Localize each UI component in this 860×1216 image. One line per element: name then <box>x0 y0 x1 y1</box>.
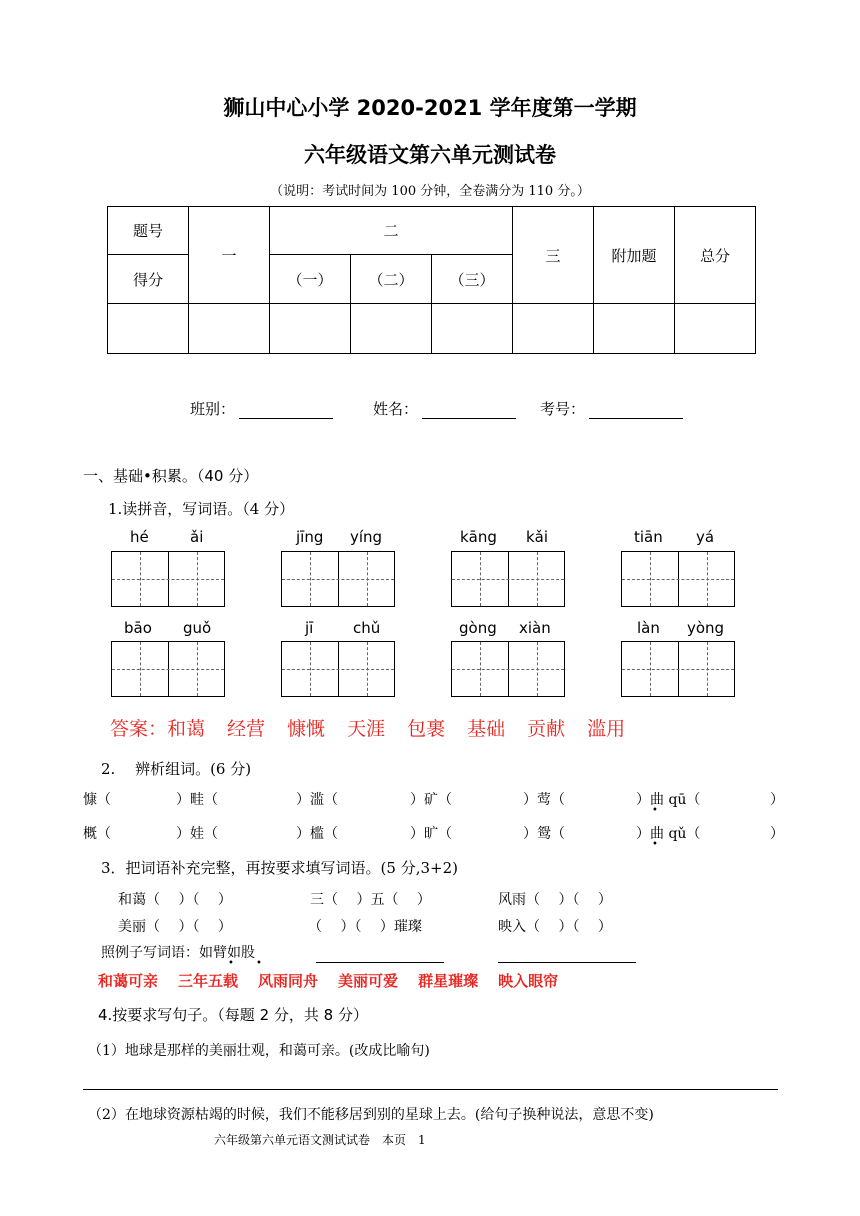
emphasis-dot-icon: • <box>256 958 262 969</box>
writing-grid[interactable] <box>621 551 735 607</box>
writing-grid[interactable] <box>281 641 395 697</box>
score-cell[interactable] <box>108 304 189 354</box>
class-label: 班别： <box>190 400 236 418</box>
answer-word: 和蔼可亲 <box>98 972 159 990</box>
writing-grid[interactable] <box>451 551 565 607</box>
table-header-two: 二 <box>270 207 513 255</box>
score-cell[interactable] <box>432 304 513 354</box>
q1-label: 1.读拼音，写词语。（4 分） <box>108 500 295 518</box>
answer-word: 基础 <box>467 718 506 740</box>
pinyin: jī <box>305 619 314 637</box>
q3-item: 三（ ）五（ ） <box>310 892 431 908</box>
q2-char: ）畦（ <box>176 792 218 808</box>
answer-word: 映入眼帘 <box>498 972 559 990</box>
pinyin: tiān <box>634 528 663 546</box>
q2-char: ）莺（ <box>523 792 565 808</box>
table-header-total: 总分 <box>675 207 756 304</box>
answer-word: 经营 <box>227 718 266 740</box>
score-cell[interactable] <box>513 304 594 354</box>
pinyin: jīng <box>296 528 324 546</box>
score-cell[interactable] <box>594 304 675 354</box>
pinyin: gòng <box>459 619 497 637</box>
answer-word: 三年五载 <box>178 972 239 990</box>
q3-item: 风雨（ ）（ ） <box>498 892 612 908</box>
pinyin: kǎi <box>526 528 549 546</box>
pinyin: bāo <box>124 619 152 637</box>
table-sub-1: （一） <box>270 255 351 304</box>
q4-label: 4.按要求写句子。（每题 2 分，共 8 分） <box>98 1006 368 1024</box>
answer-word: 和蔼 <box>167 718 206 740</box>
emphasis-dot-icon: • <box>652 839 658 850</box>
emphasis-dot-icon: • <box>228 958 234 969</box>
q1-answers <box>110 714 625 741</box>
number-label: 考号： <box>540 400 586 418</box>
answer-word: 群星璀璨 <box>418 972 479 990</box>
table-header-bonus: 附加题 <box>594 207 675 304</box>
answer-word: 风雨同舟 <box>258 972 319 990</box>
q2-char: ）旷（ <box>410 826 452 842</box>
name-field[interactable] <box>373 398 516 419</box>
writing-grid[interactable] <box>111 641 225 697</box>
answer-word: 包裹 <box>407 718 446 740</box>
q2-char: 慷（ <box>83 792 111 808</box>
page-footer: 六年级第六单元语文测试试卷 本页 1 <box>214 1133 426 1147</box>
table-header-defen: 得分 <box>108 255 189 304</box>
score-cell[interactable] <box>351 304 432 354</box>
q2-char: ）滥（ <box>296 792 338 808</box>
q4-sentence-2: （2）在地球资源枯竭的时候，我们不能移居到别的星球上去。(给句子换种说法，意思不变) <box>88 1107 654 1123</box>
pinyin: làn <box>637 619 660 637</box>
pinyin: guǒ <box>183 619 212 637</box>
q2-char: ） <box>770 792 784 808</box>
section-1-heading: 一、基础•积累。（40 分） <box>83 467 259 485</box>
table-sub-2: （二） <box>351 255 432 304</box>
q4-sentence-1: （1）地球是那样的美丽壮观，和蔼可亲。(改成比喻句) <box>88 1043 430 1059</box>
pinyin: yíng <box>350 528 383 546</box>
writing-grid[interactable] <box>621 641 735 697</box>
pinyin: yòng <box>687 619 725 637</box>
answer-prefix: 答案： <box>110 718 168 740</box>
score-cell[interactable] <box>675 304 756 354</box>
answer-word: 天涯 <box>347 718 386 740</box>
emphasis-dot-icon: • <box>652 805 658 816</box>
q3-answers <box>98 970 558 991</box>
answer-word: 美丽可爱 <box>338 972 399 990</box>
table-header-three: 三 <box>513 207 594 304</box>
q3-blank-1[interactable] <box>316 944 444 963</box>
answer-word: 慷慨 <box>287 718 326 740</box>
writing-grid[interactable] <box>281 551 395 607</box>
q3-label: 3．把词语补充完整，再按要求填写词语。(5 分,3+2) <box>101 859 458 877</box>
q2-char: ）娃（ <box>176 826 218 842</box>
q2-char: ）曲 qū（ <box>636 792 701 808</box>
exam-note: （说明：考试时间为 100 分钟，全卷满分为 110 分。） <box>270 184 590 199</box>
exam-title-line1: 狮山中心小学 2020-2021 学年度第一学期 <box>223 96 637 120</box>
table-header-one: 一 <box>189 207 270 304</box>
q3-example: 照例子写词语：如臂如股 <box>101 945 255 961</box>
q3-item: （ ）（ ）璀璨 <box>308 919 422 935</box>
table-header-tihao: 题号 <box>108 207 189 255</box>
q2-char: ）矿（ <box>410 792 452 808</box>
score-cell[interactable] <box>270 304 351 354</box>
class-field[interactable] <box>190 398 333 419</box>
q2-char: 概（ <box>83 826 111 842</box>
q3-blank-2[interactable] <box>498 944 636 963</box>
pinyin: ǎi <box>190 528 204 546</box>
answer-word: 滥用 <box>587 718 626 740</box>
q3-item: 映入（ ）（ ） <box>498 919 612 935</box>
score-table <box>107 206 756 354</box>
q3-item: 和蔼（ ）（ ） <box>118 892 232 908</box>
pinyin: xiàn <box>519 619 551 637</box>
answer-word: 贡献 <box>527 718 566 740</box>
exam-title-line2: 六年级语文第六单元测试卷 <box>304 143 556 167</box>
q2-char: ）槛（ <box>296 826 338 842</box>
score-cell[interactable] <box>189 304 270 354</box>
q2-char: ） <box>770 826 784 842</box>
answer-line[interactable] <box>83 1089 778 1090</box>
writing-grid[interactable] <box>111 551 225 607</box>
name-label: 姓名： <box>373 400 419 418</box>
pinyin: kāng <box>460 528 497 546</box>
q2-char: ）鸳（ <box>523 826 565 842</box>
number-field[interactable] <box>540 398 683 419</box>
pinyin: hé <box>130 528 149 546</box>
q3-item: 美丽（ ）（ ） <box>118 919 232 935</box>
pinyin: chǔ <box>353 619 381 637</box>
pinyin: yá <box>696 528 715 546</box>
q2-label: 2. 辨析组词。(6 分) <box>101 760 252 778</box>
q2-char: ）曲 qǔ（ <box>636 826 701 842</box>
table-sub-3: （三） <box>432 255 513 304</box>
writing-grid[interactable] <box>451 641 565 697</box>
